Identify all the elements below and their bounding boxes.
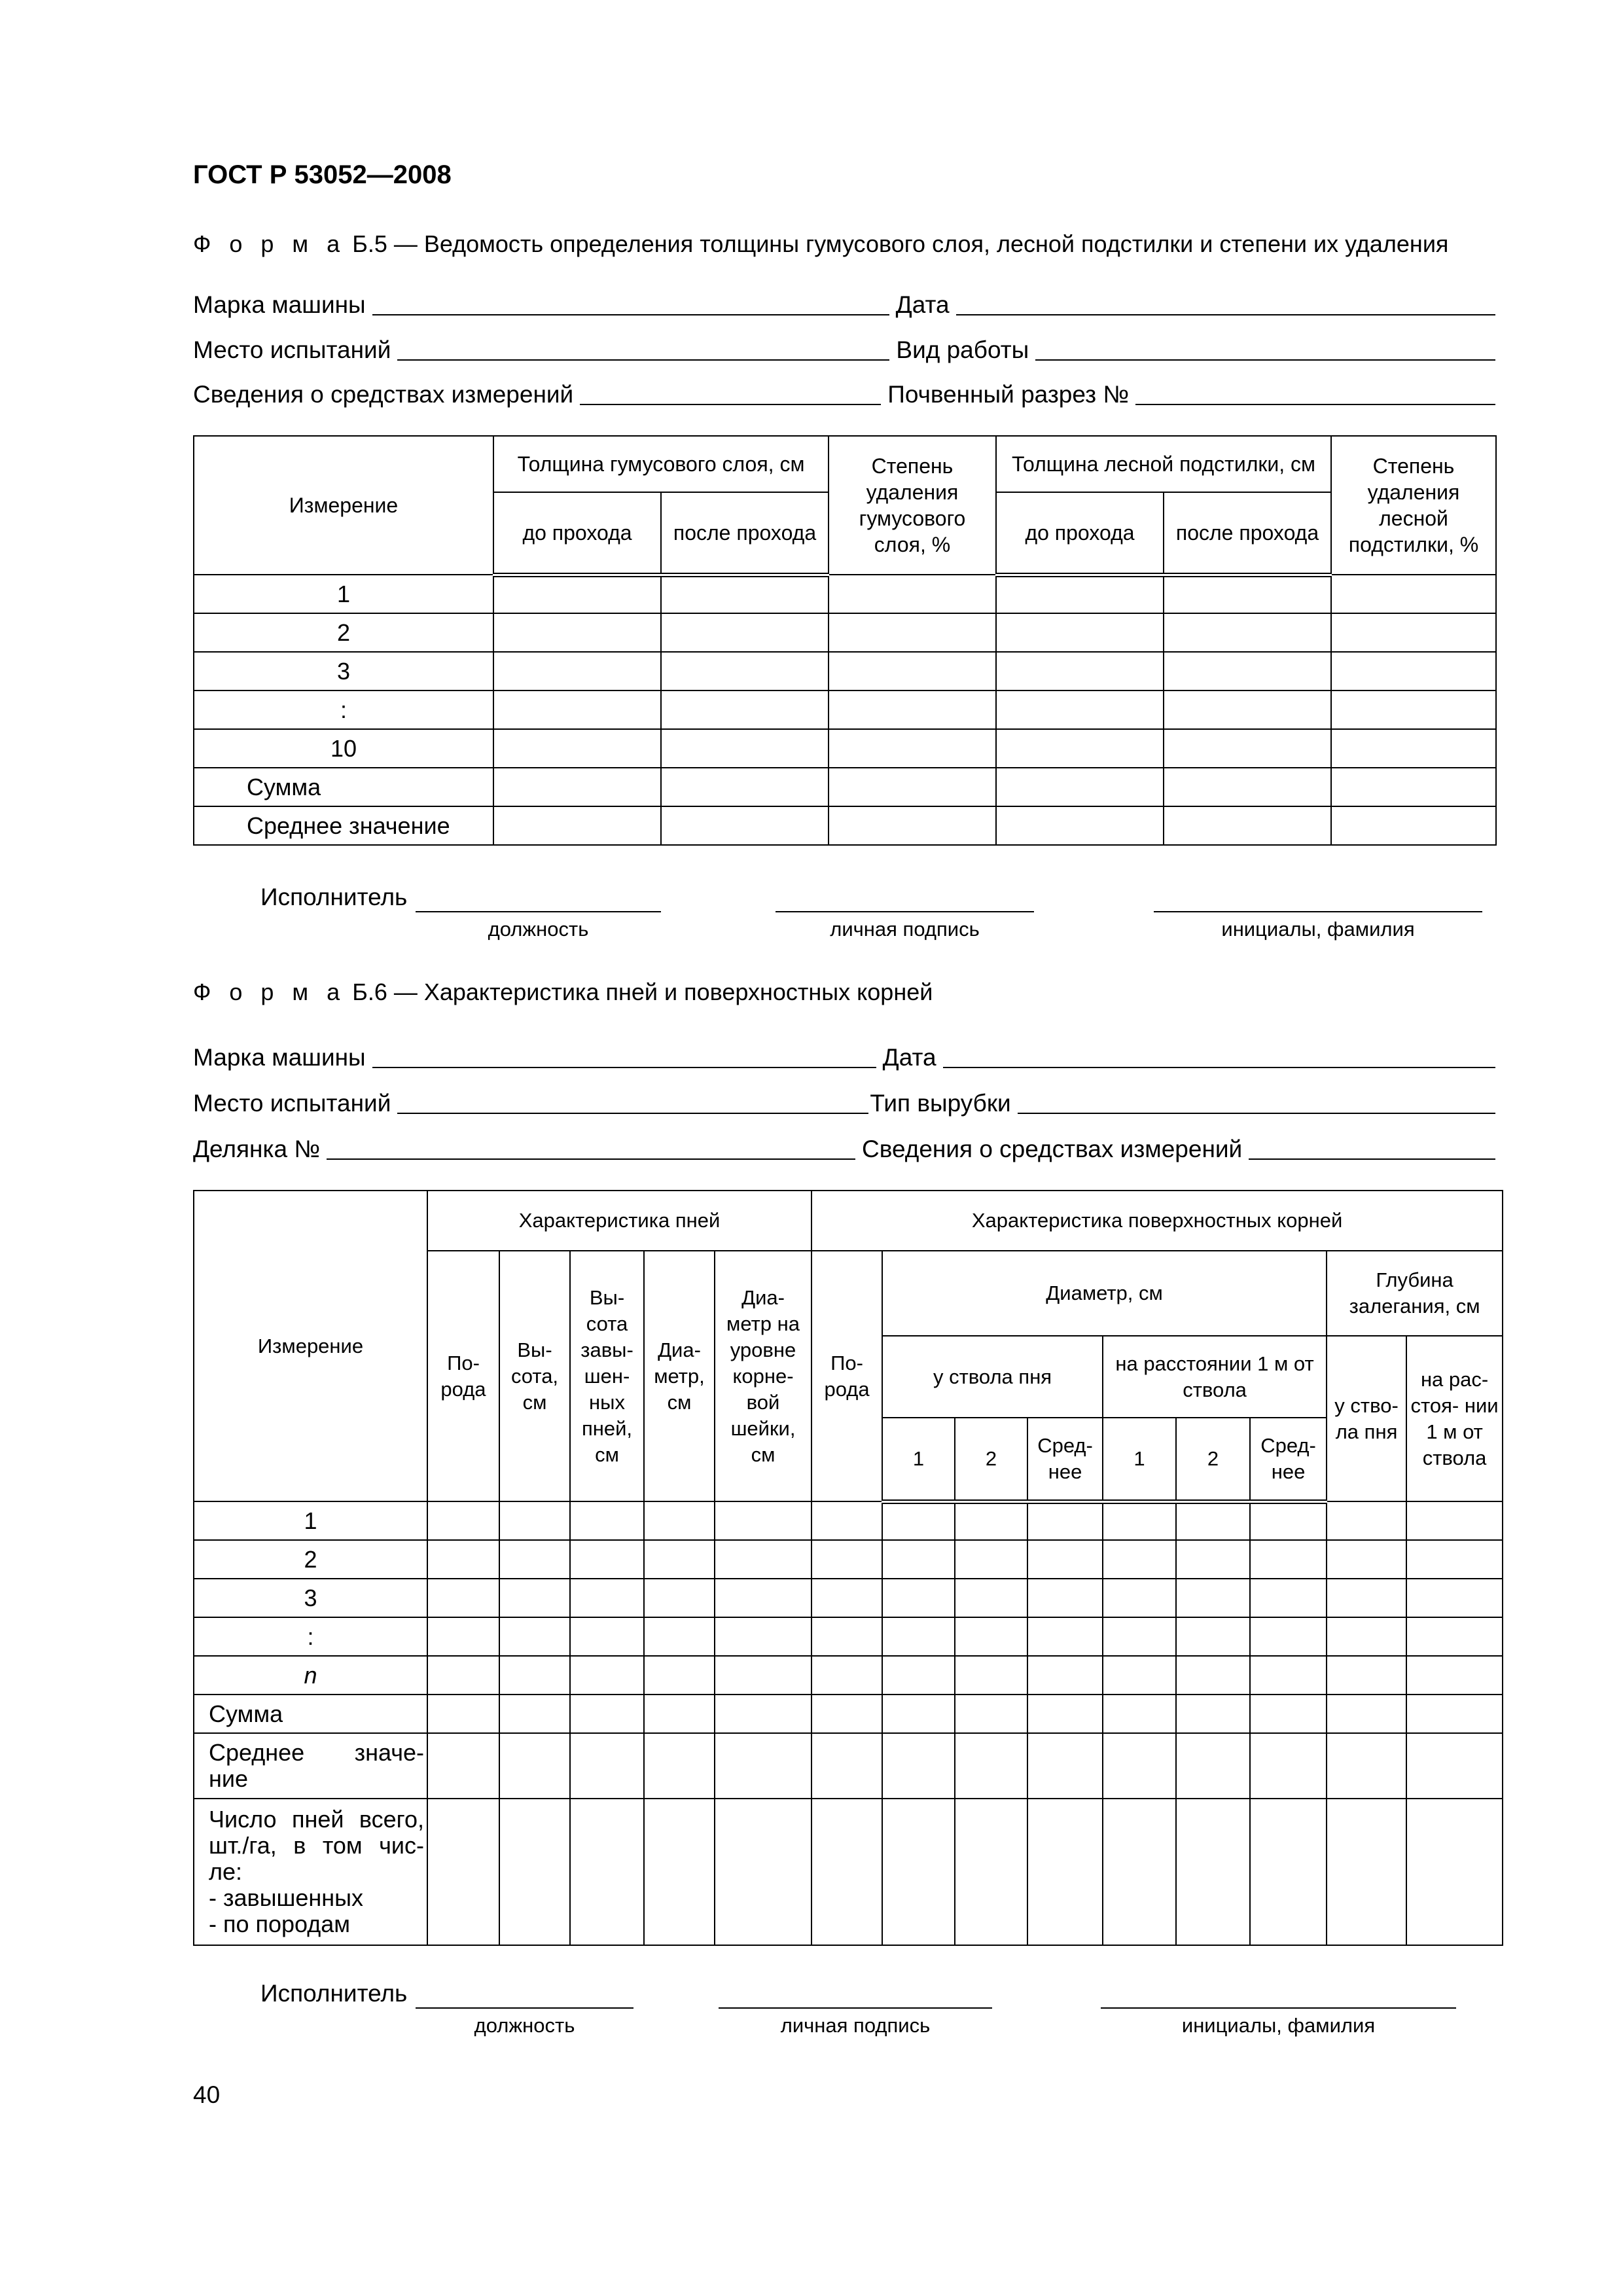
row-label: : <box>194 1617 427 1656</box>
table-cell[interactable] <box>1176 1695 1250 1733</box>
b6-signature-line[interactable] <box>719 2006 992 2009</box>
table-cell[interactable] <box>499 1695 570 1733</box>
table-cell[interactable] <box>644 1799 715 1945</box>
table-cell[interactable] <box>1250 1501 1327 1540</box>
b5-signature-caption: личная подпись <box>830 918 980 941</box>
table-cell[interactable] <box>1103 1695 1176 1733</box>
table-row <box>194 691 1496 729</box>
instruments-label: Сведения о средствах измерений <box>193 381 574 408</box>
table-cell[interactable] <box>955 1695 1027 1733</box>
row-label: 3 <box>194 652 493 691</box>
form-b5-table <box>193 435 1497 846</box>
header-stumps: Характеристика пней <box>427 1191 812 1251</box>
row-label: 2 <box>194 1540 427 1579</box>
date-input-line[interactable] <box>956 291 1495 315</box>
table-cell[interactable] <box>427 1579 499 1617</box>
table-cell[interactable] <box>493 652 661 691</box>
table-cell[interactable] <box>715 1695 812 1733</box>
instruments-input-line[interactable] <box>580 380 881 405</box>
table-cell[interactable] <box>1027 1617 1103 1656</box>
machine-label: Марка машины <box>193 291 366 318</box>
table-cell[interactable] <box>644 1540 715 1579</box>
header-litter-removal: Степень удаления лесной подстилки, % <box>1331 436 1496 575</box>
header-species: По- рода <box>427 1251 499 1501</box>
header-trunk-1: 1 <box>882 1418 955 1501</box>
table-cell[interactable] <box>1027 1579 1103 1617</box>
table-cell[interactable] <box>1250 1656 1327 1695</box>
header-root-diameter: Диаметр, см <box>882 1251 1327 1336</box>
table-cell[interactable] <box>644 1579 715 1617</box>
table-cell[interactable] <box>1406 1617 1503 1656</box>
place-label: Место испытаний <box>193 336 391 363</box>
table-cell[interactable] <box>812 1656 882 1695</box>
table-cell[interactable] <box>996 575 1164 613</box>
table-cell[interactable] <box>1331 652 1496 691</box>
table-cell[interactable] <box>570 1617 644 1656</box>
table-cell[interactable] <box>996 768 1164 806</box>
table-cell[interactable] <box>955 1540 1027 1579</box>
table-row <box>194 729 1496 768</box>
table-cell[interactable] <box>493 806 661 845</box>
b6-name-line[interactable] <box>1101 2006 1456 2009</box>
table-cell[interactable] <box>1331 691 1496 729</box>
place-label: Место испытаний <box>193 1090 391 1117</box>
table-row-mean <box>194 1733 1503 1799</box>
page-number: 40 <box>193 2081 221 2108</box>
table-cell[interactable] <box>996 691 1164 729</box>
table-cell[interactable] <box>644 1656 715 1695</box>
table-cell[interactable] <box>829 691 996 729</box>
header-at-1m: на расстоянии 1 м от ствола <box>1103 1336 1327 1418</box>
table-cell[interactable] <box>1327 1540 1406 1579</box>
table-cell[interactable] <box>882 1695 955 1733</box>
table-cell[interactable] <box>1250 1617 1327 1656</box>
row-label: 1 <box>194 1501 427 1540</box>
cut-type-label: Тип вырубки <box>870 1090 1011 1117</box>
table-cell[interactable] <box>955 1799 1027 1945</box>
machine-input-line[interactable] <box>372 291 889 315</box>
form-b6-row-place <box>193 1085 1495 1118</box>
table-cell[interactable] <box>427 1617 499 1656</box>
row-label: n <box>194 1656 427 1695</box>
table-cell[interactable] <box>996 613 1164 652</box>
table-cell[interactable] <box>499 1733 570 1799</box>
table-cell[interactable] <box>1103 1617 1176 1656</box>
table-cell[interactable] <box>644 1695 715 1733</box>
plot-label: Делянка № <box>193 1136 321 1162</box>
table-cell[interactable] <box>1250 1733 1327 1799</box>
table-cell[interactable] <box>882 1579 955 1617</box>
table-cell[interactable] <box>829 575 996 613</box>
table-cell[interactable] <box>661 575 829 613</box>
table-cell[interactable] <box>1027 1501 1103 1540</box>
table-cell[interactable] <box>955 1579 1027 1617</box>
b5-signature-line[interactable] <box>776 910 1034 912</box>
table-cell[interactable] <box>1103 1733 1176 1799</box>
table-cell[interactable] <box>715 1656 812 1695</box>
table-cell[interactable] <box>1176 1501 1250 1540</box>
table-cell[interactable] <box>715 1579 812 1617</box>
header-1m-avg: Сред- нее <box>1250 1418 1327 1501</box>
table-row <box>194 1656 1503 1695</box>
table-cell[interactable] <box>570 1695 644 1733</box>
row-label-mean: Среднее значение <box>194 806 493 845</box>
b5-name-line[interactable] <box>1154 910 1482 912</box>
b6-executor-label: Исполнитель <box>260 1980 408 2007</box>
table-cell[interactable] <box>1327 1733 1406 1799</box>
header-litter-before: до прохода <box>996 492 1164 575</box>
table-cell[interactable] <box>829 652 996 691</box>
plot-input-line[interactable] <box>327 1135 855 1160</box>
table-row-sum <box>194 1695 1503 1733</box>
work-type-input-line[interactable] <box>1035 336 1495 361</box>
count-line-species: - по породам <box>209 1910 351 1937</box>
machine-input-line[interactable] <box>372 1043 876 1068</box>
header-diameter: Диа- метр, см <box>644 1251 715 1501</box>
table-row <box>194 1579 1503 1617</box>
table-cell[interactable] <box>882 1501 955 1540</box>
header-litter-after: после прохода <box>1164 492 1331 575</box>
table-cell[interactable] <box>882 1799 955 1945</box>
row-label-count <box>194 1799 427 1945</box>
form-b6-caption-prefix: Ф о р м а <box>193 978 346 1005</box>
header-root-species: По- рода <box>812 1251 882 1501</box>
table-cell[interactable] <box>427 1501 499 1540</box>
header-neck-diameter: Диа- метр на уровне корне- вой шейки, см <box>715 1251 812 1501</box>
table-cell[interactable] <box>812 1617 882 1656</box>
table-cell[interactable] <box>1164 652 1331 691</box>
count-line-raised: - завышенных <box>209 1884 364 1911</box>
table-cell[interactable] <box>1327 1799 1406 1945</box>
table-cell[interactable] <box>493 575 661 613</box>
table-cell[interactable] <box>715 1617 812 1656</box>
table-cell[interactable] <box>661 768 829 806</box>
table-cell[interactable] <box>812 1733 882 1799</box>
table-row-count <box>194 1799 1503 1945</box>
table-row-sum <box>194 768 1496 806</box>
table-cell[interactable] <box>955 1501 1027 1540</box>
table-cell[interactable] <box>499 1799 570 1945</box>
table-cell[interactable] <box>427 1733 499 1799</box>
b5-name-caption: инициалы, фамилия <box>1221 918 1415 941</box>
table-cell[interactable] <box>570 1656 644 1695</box>
header-litter-thickness: Толщина лесной подстилки, см <box>996 436 1331 492</box>
table-cell[interactable] <box>499 1579 570 1617</box>
table-cell[interactable] <box>1164 691 1331 729</box>
b5-position-line[interactable] <box>416 910 661 912</box>
table-cell[interactable] <box>570 1501 644 1540</box>
table-cell[interactable] <box>1176 1579 1250 1617</box>
form-b5-caption <box>193 230 1448 258</box>
cut-type-input-line[interactable] <box>1018 1089 1495 1114</box>
table-cell[interactable] <box>996 806 1164 845</box>
table-cell[interactable] <box>661 806 829 845</box>
table-cell[interactable] <box>644 1617 715 1656</box>
header-depth-trunk: у ство- ла пня <box>1327 1336 1406 1501</box>
form-b5-row-place <box>193 332 1495 365</box>
table-cell[interactable] <box>570 1540 644 1579</box>
place-input-line[interactable] <box>397 336 889 361</box>
row-label: 2 <box>194 613 493 652</box>
table-cell[interactable] <box>1406 1540 1503 1579</box>
table-cell[interactable] <box>715 1540 812 1579</box>
instruments-label: Сведения о средствах измерений <box>862 1136 1243 1162</box>
table-row <box>194 1501 1503 1540</box>
table-cell[interactable] <box>493 729 661 768</box>
row-label-mean: Среднее значе- ние <box>194 1733 427 1799</box>
table-cell[interactable] <box>499 1656 570 1695</box>
table-row <box>194 652 1496 691</box>
b5-executor-label: Исполнитель <box>260 884 408 910</box>
table-cell[interactable] <box>499 1617 570 1656</box>
b6-position-line[interactable] <box>416 2006 633 2009</box>
table-cell[interactable] <box>1331 575 1496 613</box>
header-at-trunk: у ствола пня <box>882 1336 1103 1418</box>
table-cell[interactable] <box>1103 1579 1176 1617</box>
machine-label: Марка машины <box>193 1044 366 1071</box>
table-cell[interactable] <box>955 1733 1027 1799</box>
table-cell[interactable] <box>1327 1579 1406 1617</box>
table-cell[interactable] <box>1164 768 1331 806</box>
header-humus-removal: Степень удаления гумусового слоя, % <box>829 436 996 575</box>
table-cell[interactable] <box>427 1695 499 1733</box>
table-cell[interactable] <box>1027 1695 1103 1733</box>
table-cell[interactable] <box>1164 806 1331 845</box>
table-cell[interactable] <box>644 1733 715 1799</box>
table-cell[interactable] <box>1027 1656 1103 1695</box>
table-cell[interactable] <box>1176 1799 1250 1945</box>
form-b6-table <box>193 1190 1503 1946</box>
table-cell[interactable] <box>661 652 829 691</box>
table-cell[interactable] <box>427 1799 499 1945</box>
table-cell[interactable] <box>1027 1733 1103 1799</box>
table-cell[interactable] <box>427 1656 499 1695</box>
table-cell[interactable] <box>1331 729 1496 768</box>
header-measure: Измерение <box>194 436 493 575</box>
b6-signature-caption: личная подпись <box>780 2014 931 2037</box>
form-b5-row-instruments <box>193 376 1495 409</box>
table-cell[interactable] <box>661 691 829 729</box>
table-cell[interactable] <box>882 1617 955 1656</box>
table-cell[interactable] <box>1176 1656 1250 1695</box>
row-label-sum: Сумма <box>194 1695 427 1733</box>
table-row <box>194 575 1496 613</box>
table-cell[interactable] <box>1176 1540 1250 1579</box>
table-cell[interactable] <box>812 1799 882 1945</box>
table-row <box>194 1540 1503 1579</box>
date-label: Дата <box>882 1044 936 1071</box>
table-cell[interactable] <box>955 1617 1027 1656</box>
table-cell[interactable] <box>499 1540 570 1579</box>
table-cell[interactable] <box>812 1579 882 1617</box>
count-line-total: Число пней всего, шт./га, в том чис- ле: <box>209 1806 424 1885</box>
table-cell[interactable] <box>812 1501 882 1540</box>
header-humus-after: после прохода <box>661 492 829 575</box>
date-label: Дата <box>895 291 950 318</box>
table-cell[interactable] <box>812 1695 882 1733</box>
table-cell[interactable] <box>829 729 996 768</box>
b5-position-caption: должность <box>488 918 589 941</box>
soil-section-label: Почвенный разрез № <box>887 381 1130 408</box>
table-cell[interactable] <box>570 1733 644 1799</box>
table-cell[interactable] <box>715 1799 812 1945</box>
table-cell[interactable] <box>1406 1733 1503 1799</box>
table-cell[interactable] <box>882 1540 955 1579</box>
table-cell[interactable] <box>996 729 1164 768</box>
table-row <box>194 613 1496 652</box>
table-cell[interactable] <box>1176 1733 1250 1799</box>
table-row-mean <box>194 806 1496 845</box>
table-cell[interactable] <box>1250 1695 1327 1733</box>
table-cell[interactable] <box>1406 1799 1503 1945</box>
table-cell[interactable] <box>661 729 829 768</box>
table-cell[interactable] <box>661 613 829 652</box>
row-label: 1 <box>194 575 493 613</box>
table-cell[interactable] <box>812 1540 882 1579</box>
table-cell[interactable] <box>1406 1695 1503 1733</box>
table-cell[interactable] <box>493 613 661 652</box>
table-cell[interactable] <box>1176 1617 1250 1656</box>
place-input-line[interactable] <box>397 1089 868 1114</box>
header-1m-1: 1 <box>1103 1418 1176 1501</box>
instruments-input-line[interactable] <box>1249 1135 1495 1160</box>
table-cell[interactable] <box>1103 1656 1176 1695</box>
table-cell[interactable] <box>1103 1799 1176 1945</box>
table-cell[interactable] <box>715 1733 812 1799</box>
table-cell[interactable] <box>1250 1579 1327 1617</box>
form-b5-caption-prefix: Ф о р м а <box>193 230 346 257</box>
row-label: 10 <box>194 729 493 768</box>
header-roots: Характеристика поверхностных корней <box>812 1191 1503 1251</box>
table-cell[interactable] <box>715 1501 812 1540</box>
table-cell[interactable] <box>493 691 661 729</box>
table-cell[interactable] <box>570 1579 644 1617</box>
table-cell[interactable] <box>1103 1540 1176 1579</box>
soil-section-input-line[interactable] <box>1135 380 1495 405</box>
table-cell[interactable] <box>499 1501 570 1540</box>
header-humus-before: до прохода <box>493 492 661 575</box>
table-cell[interactable] <box>1406 1656 1503 1695</box>
table-row <box>194 1617 1503 1656</box>
table-cell[interactable] <box>1331 768 1496 806</box>
form-b5-row-machine <box>193 287 1495 319</box>
table-cell[interactable] <box>493 768 661 806</box>
table-cell[interactable] <box>1164 575 1331 613</box>
header-depth: Глубина залегания, см <box>1327 1251 1503 1336</box>
header-1m-2: 2 <box>1176 1418 1250 1501</box>
form-b6-caption-text: Б.6 — Характеристика пней и поверхностных корней <box>346 978 933 1005</box>
table-cell[interactable] <box>644 1501 715 1540</box>
table-cell[interactable] <box>996 652 1164 691</box>
table-cell[interactable] <box>1027 1540 1103 1579</box>
row-label: 3 <box>194 1579 427 1617</box>
form-b6-row-plot <box>193 1131 1495 1164</box>
table-cell[interactable] <box>1331 806 1496 845</box>
document-title: ГОСТ Р 53052—2008 <box>193 160 452 189</box>
table-cell[interactable] <box>829 613 996 652</box>
header-measure: Измерение <box>194 1191 427 1501</box>
table-cell[interactable] <box>1327 1656 1406 1695</box>
table-cell[interactable] <box>829 768 996 806</box>
row-label: : <box>194 691 493 729</box>
table-cell[interactable] <box>882 1733 955 1799</box>
header-depth-1m: на рас- стоя- нии 1 м от ствола <box>1406 1336 1503 1501</box>
table-cell[interactable] <box>1027 1799 1103 1945</box>
table-cell[interactable] <box>1327 1617 1406 1656</box>
table-cell[interactable] <box>570 1799 644 1945</box>
table-cell[interactable] <box>1327 1501 1406 1540</box>
date-input-line[interactable] <box>943 1043 1495 1068</box>
table-cell[interactable] <box>1103 1501 1176 1540</box>
table-cell[interactable] <box>882 1656 955 1695</box>
work-type-label: Вид работы <box>896 336 1029 363</box>
form-b6-row-machine <box>193 1039 1495 1072</box>
header-height: Вы- сота, см <box>499 1251 570 1501</box>
header-trunk-avg: Сред- нее <box>1027 1418 1103 1501</box>
table-cell[interactable] <box>1250 1540 1327 1579</box>
b6-position-caption: должность <box>474 2014 575 2037</box>
table-cell[interactable] <box>1164 613 1331 652</box>
header-trunk-2: 2 <box>955 1418 1027 1501</box>
table-cell[interactable] <box>829 806 996 845</box>
row-label-sum: Сумма <box>194 768 493 806</box>
table-cell[interactable] <box>1164 729 1331 768</box>
table-cell[interactable] <box>427 1540 499 1579</box>
b6-name-caption: инициалы, фамилия <box>1181 2014 1376 2037</box>
header-raised-height: Вы- сота завы- шен- ных пней, см <box>570 1251 644 1501</box>
header-humus-thickness: Толщина гумусового слоя, см <box>493 436 829 492</box>
table-cell[interactable] <box>1406 1579 1503 1617</box>
table-cell[interactable] <box>1406 1501 1503 1540</box>
form-b6-caption <box>193 978 933 1006</box>
table-cell[interactable] <box>1250 1799 1327 1945</box>
table-cell[interactable] <box>1327 1695 1406 1733</box>
table-cell[interactable] <box>955 1656 1027 1695</box>
table-cell[interactable] <box>1331 613 1496 652</box>
form-b5-caption-text: Б.5 — Ведомость определения толщины гумусового слоя, лесной подстилки и степени их удаления <box>346 230 1449 257</box>
